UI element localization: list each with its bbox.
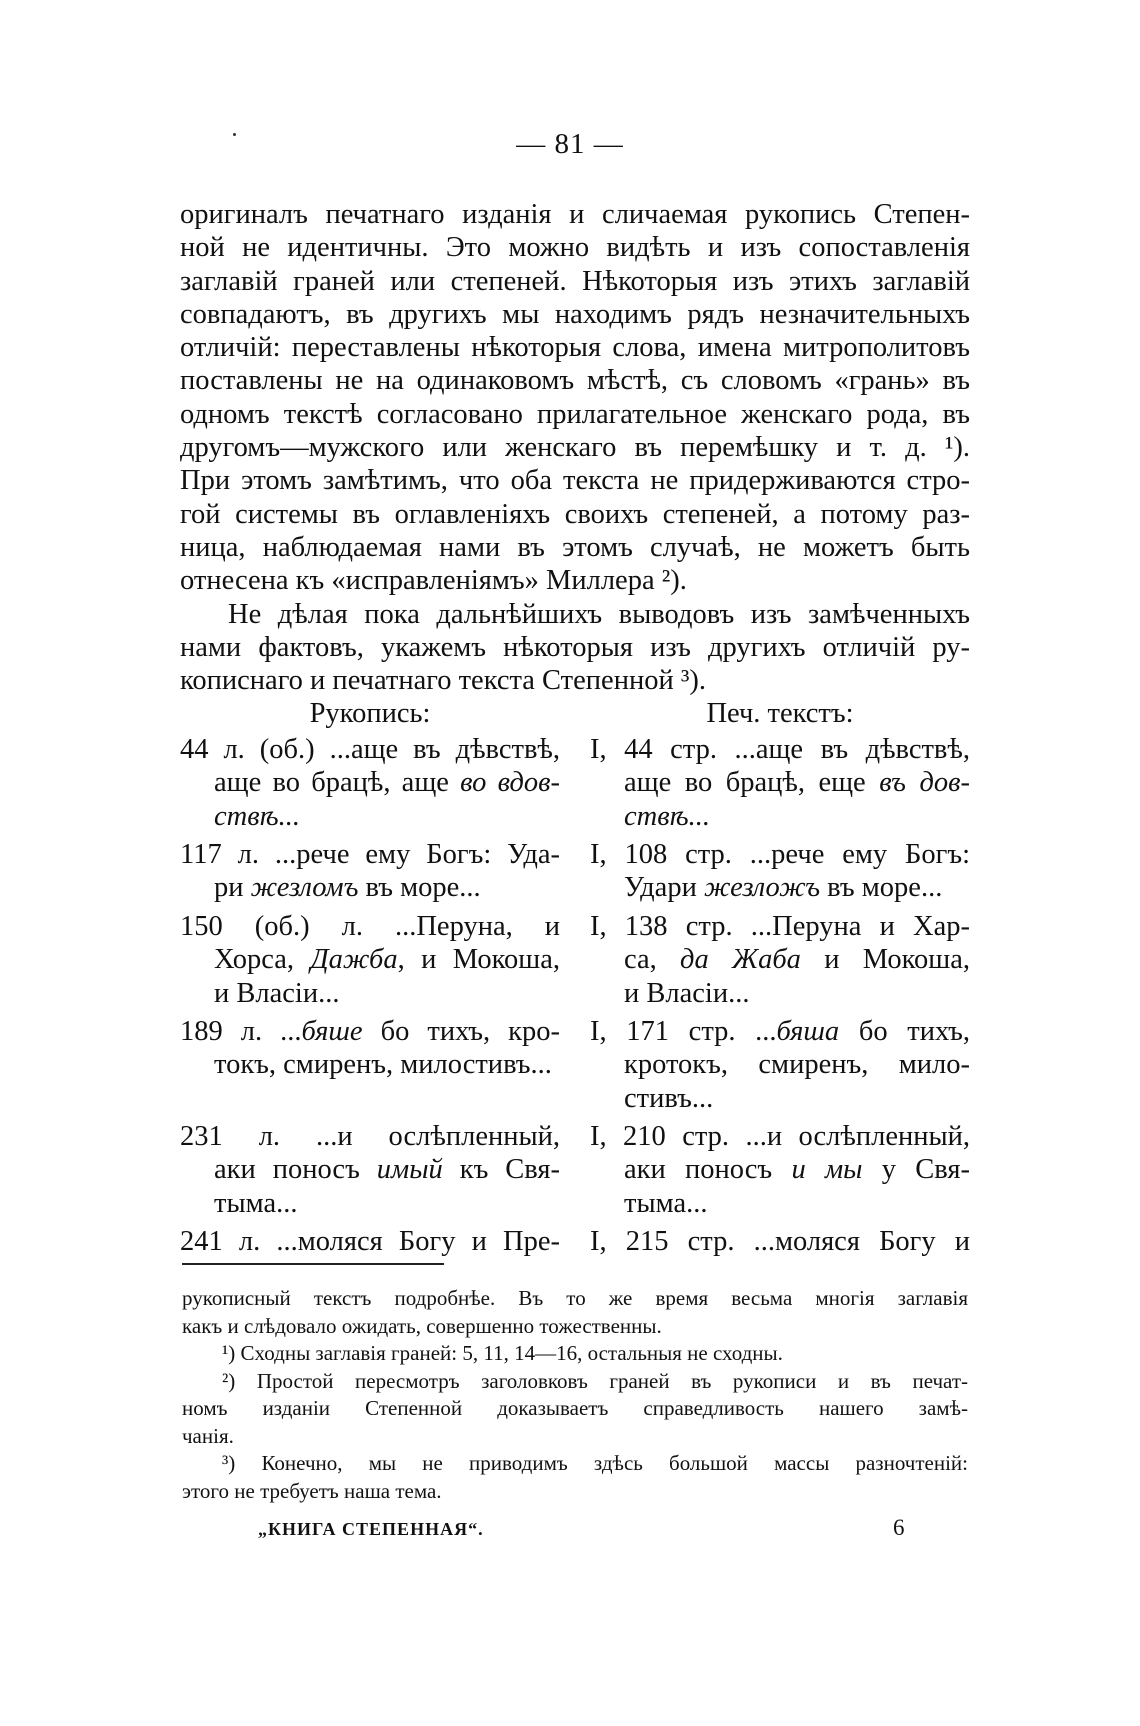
footnotes: [182, 1285, 968, 1505]
comparison-row: [180, 1015, 970, 1117]
text-line: оригиналъ печатнаго изданія и сличаемая рукопись Степен-: [180, 199, 970, 230]
printed-entry: I, 44 стр. ...аще въ дѣвствѣ, аще во брацѣ, еще въ дов- ствѣ...: [590, 734, 970, 832]
printed-entry: I, 108 стр. ...рече ему Богъ: Удари жезложъ въ море...: [590, 839, 970, 904]
text-line: ница, наблюдаемая нами въ этомъ случаѣ, не можетъ быть: [180, 531, 970, 563]
text-line: заглавій граней или степеней. Нѣкоторыя изъ этихъ заглавій: [180, 265, 970, 297]
printed-entry: I, 215 стр. ...моляся Богу и: [590, 1226, 970, 1257]
comparison-row: [180, 1120, 970, 1222]
footnote-line: чанія.: [182, 1423, 234, 1448]
text-line: отличій: переставлены нѣкоторыя слова, имена митрополитовъ: [180, 332, 970, 364]
main-text: [180, 198, 970, 697]
manuscript-entry: 44 л. (об.) ...аще въ дѣвствѣ, аще во брацѣ, аще во вдов- ствѣ...: [180, 734, 560, 832]
printed-entry: I, 138 стр. ...Перуна и Хар- са, да Жаба и Мокоша, и Власіи...: [590, 911, 970, 1009]
manuscript-entry: 189 л. ...бяше бо тихъ, кро- токъ, смиренъ, милостивъ...: [180, 1016, 560, 1081]
footnote-line: рукописный текстъ подробнѣе. Въ то же время весьма многія заглавія: [182, 1286, 968, 1310]
text-line: гой системы въ оглавленіяхъ своихъ степеней, а потому раз-: [180, 498, 970, 530]
footnote-line: этого не требуетъ наша тема.: [182, 1478, 442, 1503]
footnote-line: номъ изданіи Степенной доказываетъ справедливость нашего замѣ-: [182, 1396, 968, 1420]
footnote-2: ²) Простой пересмотръ заголовковъ граней въ рукописи и въ печат-: [222, 1368, 968, 1393]
manuscript-entry: 150 (об.) л. ...Перуна, и Хорса, Дажба, и Мокоша, и Власіи...: [180, 911, 560, 1009]
comparison-row: [180, 733, 970, 835]
text-line: одномъ текстѣ согласовано прилагательное женскаго рода, въ: [180, 398, 970, 430]
footnote-divider: [182, 1263, 444, 1265]
text-line: При этомъ замѣтимъ, что оба текста не придерживаются стро-: [180, 465, 970, 497]
comparison-row: [180, 838, 970, 907]
footnote-1: ¹) Сходны заглавія граней: 5, 11, 14—16, остальныя не сходны.: [222, 1341, 783, 1365]
right-heading: Печ. текстъ:: [706, 698, 854, 729]
text-line: Не дѣлая пока дальнѣйшихъ выводовъ изъ замѣченныхъ: [228, 598, 970, 630]
signature-mark: „КНИГА СТЕПЕННАЯ“.: [258, 1519, 484, 1539]
text-line: поставлены не на одинаковомъ мѣстѣ, съ словомъ «грань» въ: [180, 365, 970, 397]
printed-entry: I, 171 стр. ...бяша бо тихъ, кротокъ, смиренъ, мило- стивъ...: [590, 1016, 970, 1114]
left-heading: Рукопись:: [309, 698, 431, 729]
text-line: отнесена къ «исправленіямъ» Миллера ²).: [180, 565, 687, 597]
page-number: — 81 —: [516, 128, 624, 160]
printed-entry: I, 210 стр. ...и ослѣпленный, аки поносъ и мы у Свя- тыма...: [590, 1121, 970, 1219]
manuscript-entry: 231 л. ...и ослѣпленный, аки поносъ имый къ Свя- тыма...: [180, 1121, 560, 1219]
text-line: нами фактовъ, укажемъ нѣкоторыя изъ другихъ отличій ру-: [180, 631, 970, 663]
comparison-columns: [180, 697, 970, 1264]
footnote-line: какъ и слѣдовало ожидать, совершенно тожественны.: [182, 1313, 662, 1338]
text-line: ной не идентичны. Это можно видѣть и изъ сопоставленія: [180, 232, 970, 264]
text-line: совпадаютъ, въ другихъ мы находимъ рядъ незначительныхъ: [180, 298, 970, 330]
comparison-row: [180, 910, 970, 1012]
manuscript-entry: 117 л. ...рече ему Богъ: Уда- ри жезломъ въ море...: [180, 839, 560, 904]
text-line: другомъ—мужского или женскаго въ перемѣшку и т. д. ¹).: [180, 432, 970, 464]
manuscript-entry: 241 л. ...моляся Богу и Пре-: [180, 1226, 560, 1257]
text-line: кописнаго и печатнаго текста Степенной ³).: [180, 665, 706, 697]
comparison-row: [180, 1225, 970, 1261]
column-headings: [180, 697, 970, 733]
footnote-3: ³) Конечно, мы не приводимъ здѣсь большой массы разночтеній:: [222, 1451, 968, 1475]
signature-number: 6: [893, 1515, 905, 1540]
speck: [233, 133, 236, 136]
